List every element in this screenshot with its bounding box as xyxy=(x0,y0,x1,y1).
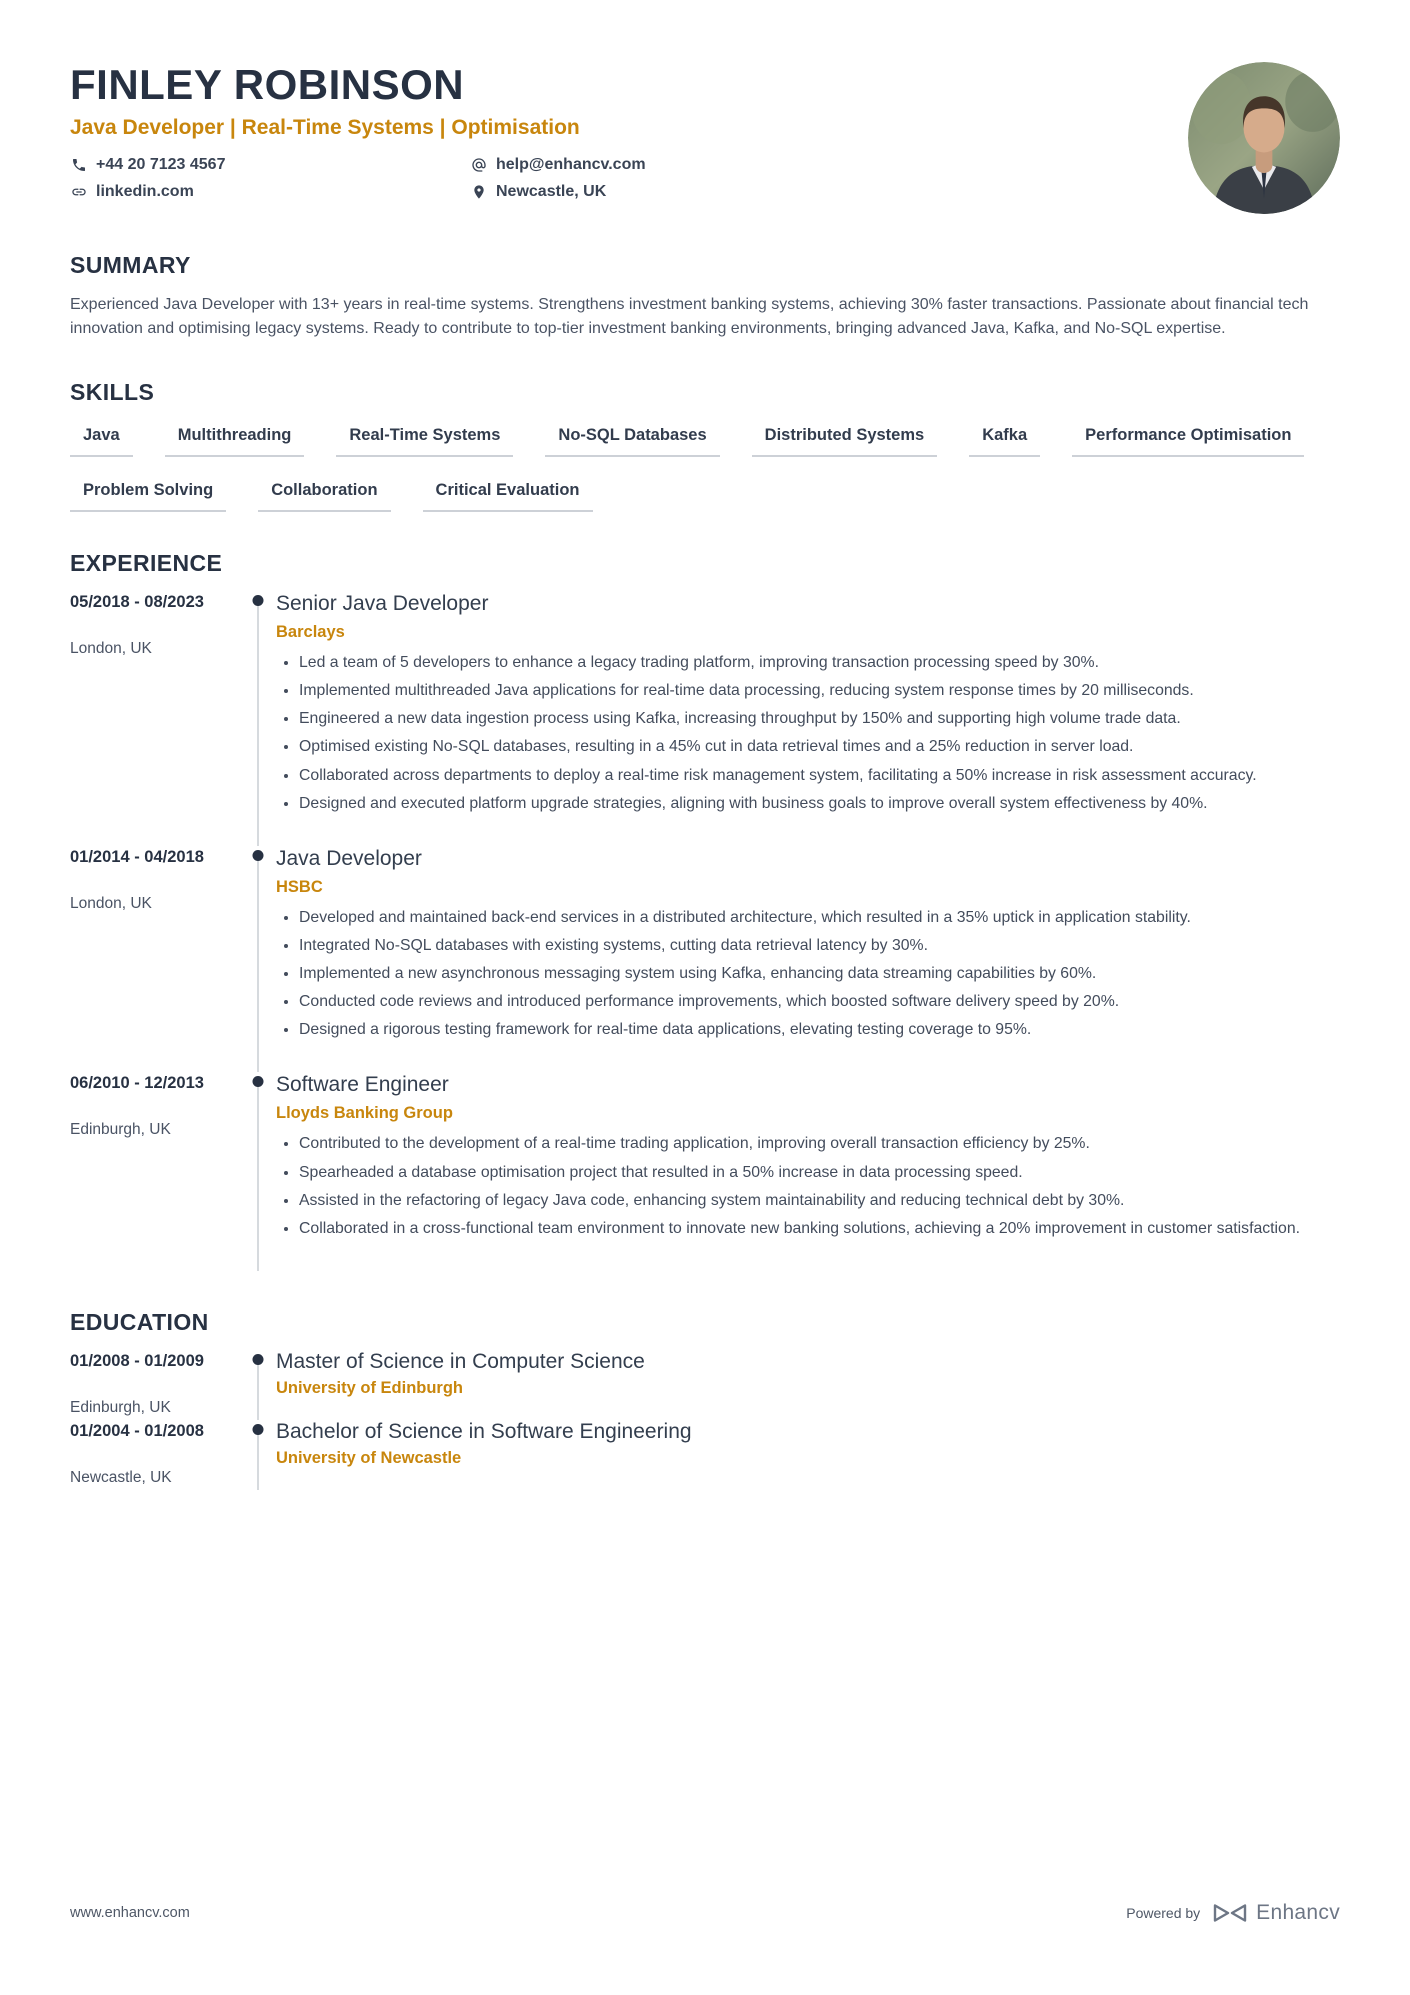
experience-entry xyxy=(70,1072,1340,1271)
contact-location xyxy=(470,183,1148,201)
contact-phone xyxy=(70,156,470,174)
job-bullets xyxy=(276,651,1340,814)
bullet-item: • Integrated No-SQL databases with existing systems, cutting data retrieval latency by 30%. xyxy=(299,934,1340,957)
header-left xyxy=(70,62,1148,201)
company-name: HSBC xyxy=(276,877,323,896)
candidate-name: FINLEY ROBINSON xyxy=(70,61,465,108)
bullet-item: • Implemented a new asynchronous messaging system using Kafka, enhancing data streaming capabilities by 60%. xyxy=(299,962,1340,985)
bullet-item: • Designed and executed platform upgrade strategies, aligning with business goals to improve overall system effectiveness by 40%. xyxy=(299,792,1340,815)
entry-content xyxy=(276,591,1340,846)
bullet-item: • Led a team of 5 developers to enhance a legacy trading platform, improving transaction processing speed by 30%. xyxy=(299,651,1340,674)
job-title: Java Developer xyxy=(276,846,422,870)
bullet-item: • Engineered a new data ingestion process using Kafka, increasing throughput by 150% and supporting high volume trade data. xyxy=(299,707,1340,730)
enhancv-logo[interactable] xyxy=(1212,1901,1340,1925)
skill-item: Java xyxy=(70,426,133,457)
bullet-item: • Developed and maintained back-end services in a distributed architecture, which resulted in a 35% uptick in application stability. xyxy=(299,906,1340,929)
education-heading: EDUCATION xyxy=(70,1308,209,1335)
school-name: University of Newcastle xyxy=(276,1448,462,1467)
footer xyxy=(70,1901,1340,1925)
school-name: University of Edinburgh xyxy=(276,1378,464,1397)
link-icon xyxy=(70,184,87,201)
entry-dates: 01/2014 - 04/2018 xyxy=(70,847,204,866)
education-section xyxy=(70,1309,1340,1490)
powered-by-label: Powered by xyxy=(1126,1905,1201,1921)
job-bullets xyxy=(276,1132,1340,1239)
experience-entry xyxy=(70,591,1340,846)
experience-section xyxy=(70,550,1340,1271)
entry-dates: 05/2018 - 08/2023 xyxy=(70,593,204,611)
candidate-title: Java Developer | Real-Time Systems | Optimisation xyxy=(70,116,580,140)
degree-title: Master of Science in Computer Science xyxy=(276,1349,645,1373)
skills-list xyxy=(70,426,1340,512)
job-title: Software Engineer xyxy=(276,1073,449,1097)
email-text: help@enhancv.com xyxy=(496,156,646,174)
entry-content xyxy=(276,1350,1340,1420)
skill-item: No-SQL Databases xyxy=(545,426,719,457)
skill-item: Performance Optimisation xyxy=(1072,426,1304,457)
job-bullets xyxy=(276,906,1340,1041)
entry-content xyxy=(276,846,1340,1073)
bullet-item: • Collaborated in a cross-functional team environment to innovate new banking solutions, achieving a 20% improvement in customer satisfaction. xyxy=(299,1217,1340,1240)
entry-meta xyxy=(70,1420,240,1490)
contact-info xyxy=(70,156,1148,201)
education-entry xyxy=(70,1350,1340,1420)
entry-location: Newcastle, UK xyxy=(70,1468,172,1486)
infinity-icon xyxy=(1212,1902,1248,1924)
bullet-item: • Designed a rigorous testing framework for real-time data applications, elevating testing coverage to 95%. xyxy=(299,1018,1340,1041)
phone-icon xyxy=(70,157,87,174)
enhancv-website-link[interactable]: www.enhancv.com xyxy=(70,1905,190,1921)
company-name: Barclays xyxy=(276,623,345,642)
entry-content xyxy=(276,1072,1340,1271)
entry-location: Edinburgh, UK xyxy=(70,1121,171,1139)
timeline-marker xyxy=(240,1420,276,1490)
skill-item: Distributed Systems xyxy=(752,426,938,457)
entry-location: London, UK xyxy=(70,640,152,657)
job-title: Senior Java Developer xyxy=(276,592,489,615)
experience-entry xyxy=(70,846,1340,1073)
skill-item: Multithreading xyxy=(165,426,305,457)
skill-item: Critical Evaluation xyxy=(423,481,593,512)
skills-section xyxy=(70,379,1340,512)
bullet-item: • Assisted in the refactoring of legacy Java code, enhancing system maintainability and reducing technical debt by 30%. xyxy=(299,1189,1340,1212)
entry-meta xyxy=(70,591,240,846)
email-at-icon xyxy=(470,157,487,174)
timeline-marker xyxy=(240,591,276,846)
summary-section xyxy=(70,252,1340,341)
bullet-item: • Conducted code reviews and introduced performance improvements, which boosted software delivery speed by 20%. xyxy=(299,990,1340,1013)
linkedin-text: linkedin.com xyxy=(96,183,194,201)
location-text: Newcastle, UK xyxy=(496,183,607,201)
entry-location: London, UK xyxy=(70,894,152,912)
entry-dates: 06/2010 - 12/2013 xyxy=(70,1074,204,1093)
bullet-item: • Contributed to the development of a real-time trading application, improving overall transaction efficiency by 25%. xyxy=(299,1132,1340,1155)
summary-text: Experienced Java Developer with 13+ years in real-time systems. Strengthens investment banking systems, achieving 30% faster transactions. Passionate about financial tech innovation and optimising legacy systems. Ready to contribute to top-tier investment banking environments, bringing advanced Java, Kafka, and No-SQL expertise. xyxy=(70,296,1309,337)
powered-by xyxy=(1126,1901,1340,1925)
timeline-marker xyxy=(240,846,276,1073)
header xyxy=(70,62,1340,214)
brand-name: Enhancv xyxy=(1256,1901,1340,1924)
timeline-marker xyxy=(240,1350,276,1420)
skill-item: Real-Time Systems xyxy=(336,426,513,457)
bullet-item: • Collaborated across departments to deploy a real-time risk management system, facilitating a 50% increase in risk assessment accuracy. xyxy=(299,764,1340,787)
skills-heading: SKILLS xyxy=(70,379,155,405)
entry-meta xyxy=(70,1350,240,1420)
education-entry xyxy=(70,1420,1340,1490)
contact-email[interactable] xyxy=(470,156,1148,174)
bullet-item: • Spearheaded a database optimisation project that resulted in a 50% increase in data processing speed. xyxy=(299,1161,1340,1184)
skill-item: Problem Solving xyxy=(70,481,226,512)
location-pin-icon xyxy=(470,184,487,201)
skill-item: Kafka xyxy=(969,426,1040,457)
phone-text: +44 20 7123 4567 xyxy=(96,156,226,174)
entry-dates: 01/2008 - 01/2009 xyxy=(70,1351,204,1370)
summary-heading: SUMMARY xyxy=(70,252,191,278)
entry-location: Edinburgh, UK xyxy=(70,1398,171,1416)
skill-item: Collaboration xyxy=(258,481,390,512)
entry-meta xyxy=(70,1072,240,1271)
entry-dates: 01/2004 - 01/2008 xyxy=(70,1421,204,1440)
degree-title: Bachelor of Science in Software Engineering xyxy=(276,1419,692,1443)
experience-heading: EXPERIENCE xyxy=(70,550,223,576)
entry-content xyxy=(276,1420,1340,1490)
company-name: Lloyds Banking Group xyxy=(276,1104,453,1123)
entry-meta xyxy=(70,846,240,1073)
bullet-item: • Optimised existing No-SQL databases, resulting in a 45% cut in data retrieval times and a 25% reduction in server load. xyxy=(299,735,1340,758)
contact-linkedin[interactable] xyxy=(70,183,470,201)
bullet-item: • Implemented multithreaded Java applications for real-time data processing, reducing system response times by 20 milliseconds. xyxy=(299,679,1340,702)
profile-photo xyxy=(1188,62,1340,214)
timeline-marker xyxy=(240,1072,276,1271)
